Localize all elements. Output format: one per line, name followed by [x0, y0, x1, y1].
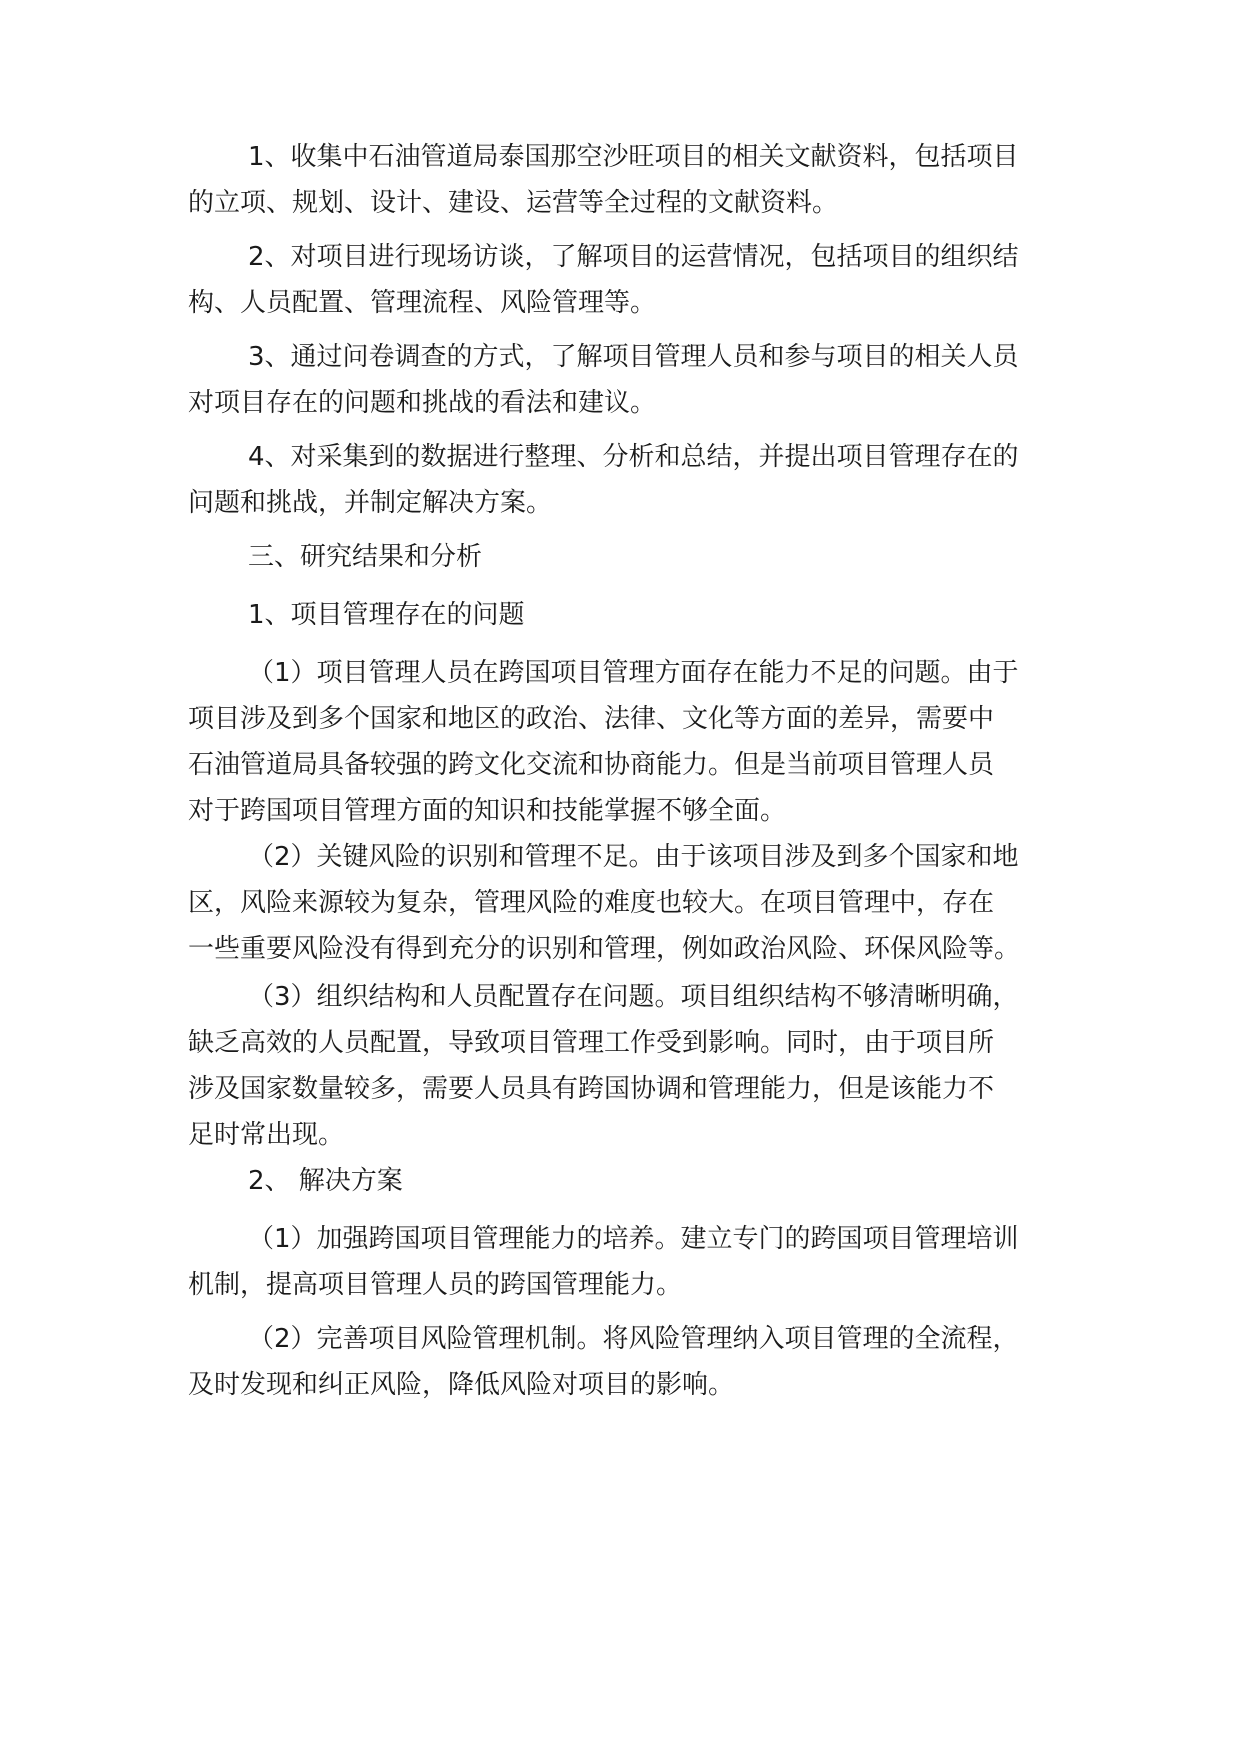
text-line: 对项目存在的问题和挑战的看法和建议。: [188, 388, 657, 418]
section-heading-results: [188, 534, 1068, 580]
subheading-problems: [188, 592, 1068, 638]
paragraph-method-2: [188, 234, 1068, 326]
heading-text: 三、研究结果和分析: [248, 542, 483, 572]
text-line: （1）项目管理人员在跨国项目管理方面存在能力不足的问题。由于: [248, 658, 1019, 688]
paragraph-problem-3: [188, 974, 1068, 1158]
text-line: 构、人员配置、管理流程、风险管理等。: [188, 288, 657, 318]
text-line: 一些重要风险没有得到充分的识别和管理，例如政治风险、环保风险等。: [188, 934, 1021, 964]
paragraph-method-4: [188, 434, 1068, 526]
text-line: 及时发现和纠正风险，降低风险对项目的影响。: [188, 1370, 735, 1400]
text-line: 问题和挑战，并制定解决方案。: [188, 488, 553, 518]
text-line: 机制，提高项目管理人员的跨国管理能力。: [188, 1270, 683, 1300]
paragraph-solution-1: [188, 1216, 1068, 1308]
text-line: 涉及国家数量较多，需要人员具有跨国协调和管理能力，但是该能力不: [188, 1074, 995, 1104]
text-line: 2、对项目进行现场访谈，了解项目的运营情况，包括项目的组织结: [248, 242, 1019, 272]
text-line: （1）加强跨国项目管理能力的培养。建立专门的跨国项目管理培训: [248, 1224, 1019, 1254]
paragraph-problem-2: [188, 834, 1068, 972]
subheading-solutions: [188, 1158, 1068, 1204]
text-line: 对于跨国项目管理方面的知识和技能掌握不够全面。: [188, 796, 787, 826]
text-line: 项目涉及到多个国家和地区的政治、法律、文化等方面的差异，需要中: [188, 704, 995, 734]
text-line: 足时常出现。: [188, 1120, 345, 1150]
text-line: 3、通过问卷调查的方式，了解项目管理人员和参与项目的相关人员: [248, 342, 1019, 372]
heading-text: 1、项目管理存在的问题: [248, 600, 525, 630]
text-line: 1、收集中石油管道局泰国那空沙旺项目的相关文献资料，包括项目: [248, 142, 1019, 172]
text-line: 缺乏高效的人员配置，导致项目管理工作受到影响。同时，由于项目所: [188, 1028, 995, 1058]
text-line: （2）完善项目风险管理机制。将风险管理纳入项目管理的全流程，: [248, 1324, 1019, 1354]
text-line: 石油管道局具备较强的跨文化交流和协商能力。但是当前项目管理人员: [188, 750, 995, 780]
paragraph-problem-1: [188, 650, 1068, 834]
text-line: 4、对采集到的数据进行整理、分析和总结，并提出项目管理存在的: [248, 442, 1019, 472]
text-line: 区，风险来源较为复杂，管理风险的难度也较大。在项目管理中，存在: [188, 888, 995, 918]
paragraph-solution-2: [188, 1316, 1068, 1408]
text-line: （2）关键风险的识别和管理不足。由于该项目涉及到多个国家和地: [248, 842, 1019, 872]
paragraph-method-1: [188, 134, 1068, 226]
text-line: 的立项、规划、设计、建设、运营等全过程的文献资料。: [188, 188, 839, 218]
paragraph-method-3: [188, 334, 1068, 426]
heading-text: 2、 解决方案: [248, 1166, 403, 1196]
text-line: （3）组织结构和人员配置存在问题。项目组织结构不够清晰明确，: [248, 982, 1019, 1012]
